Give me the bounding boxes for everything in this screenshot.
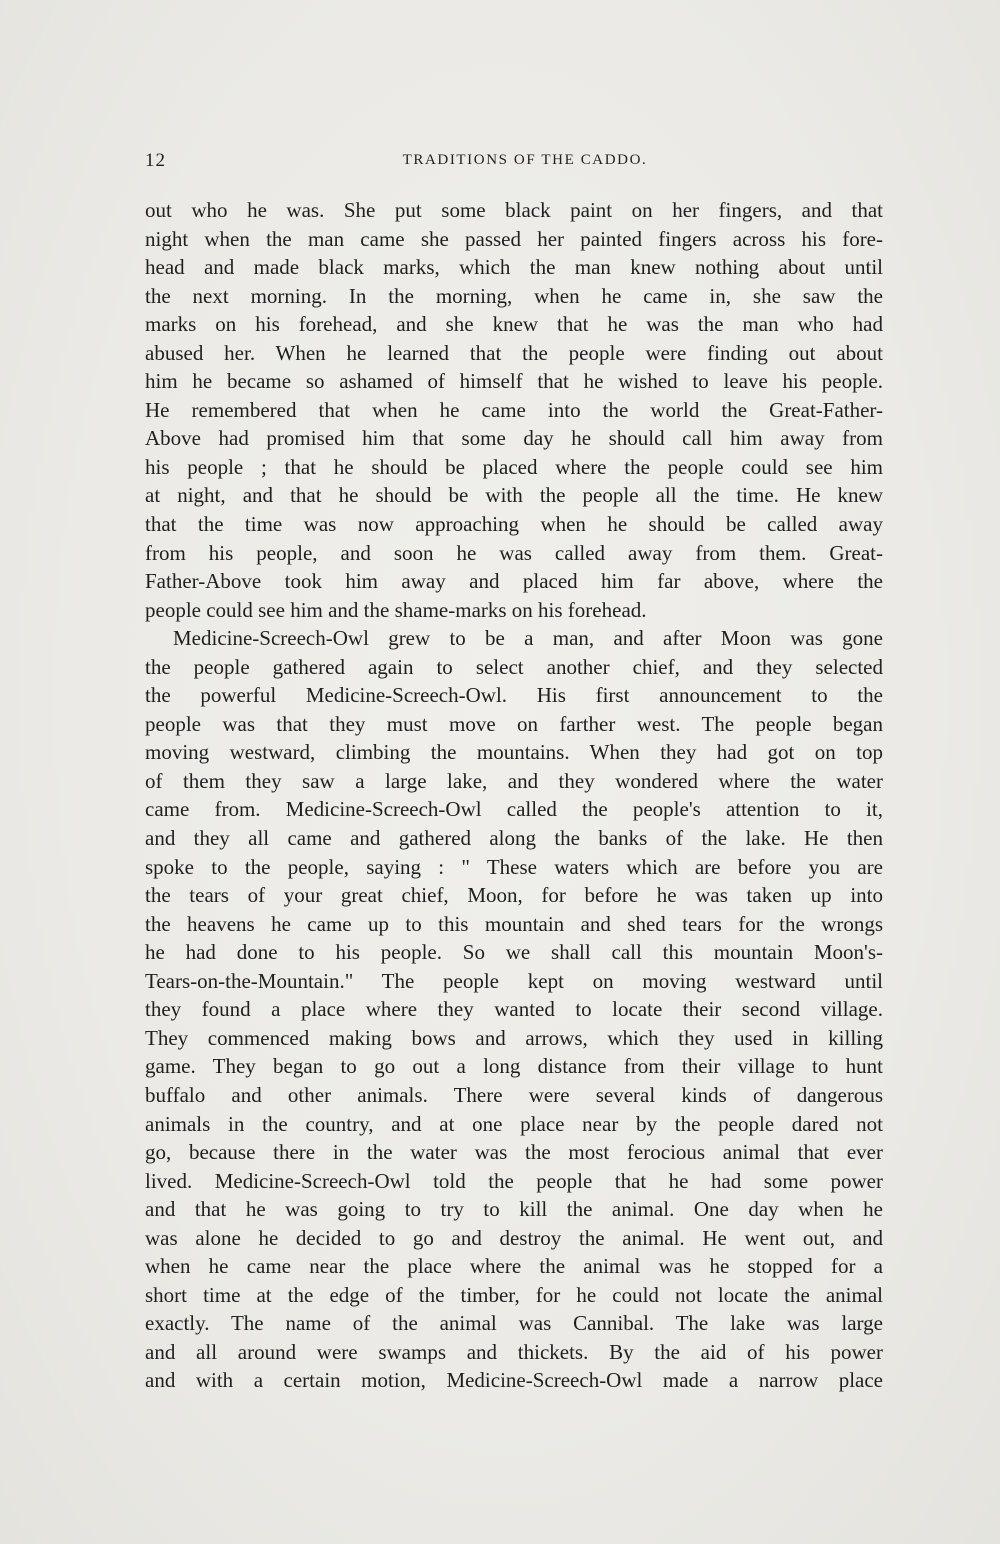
text-line: they found a place where they wanted to locate their second village. bbox=[145, 997, 883, 1022]
text-line: the powerful Medicine-Screech-Owl. His first announcement to the bbox=[145, 683, 883, 708]
text-line: from his people, and soon he was called away from them. Great- bbox=[145, 540, 883, 565]
running-title: TRADITIONS OF THE CADDO. bbox=[402, 152, 648, 168]
text-line: and that he was going to try to kill the animal. One day when he bbox=[145, 1197, 883, 1222]
text-line: was alone he decided to go and destroy the animal. He went out, and bbox=[145, 1225, 883, 1250]
text-line: spoke to the people, saying : " These waters which are before you are bbox=[145, 854, 883, 879]
text-line: short time at the edge of the timber, for he could not locate the animal bbox=[145, 1282, 883, 1307]
text-line: the people gathered again to select another chief, and they selected bbox=[145, 654, 883, 679]
text-line: Medicine-Screech-Owl grew to be a man, and after Moon was gone bbox=[173, 626, 883, 651]
text-line: him he became so ashamed of himself that he wished to leave his people. bbox=[145, 369, 883, 394]
text-line: head and made black marks, which the man knew nothing about until bbox=[145, 255, 883, 280]
text-line: go, because there in the water was the most ferocious animal that ever bbox=[145, 1140, 883, 1165]
text-line: and with a certain motion, Medicine-Screech-Owl made a narrow place bbox=[145, 1368, 883, 1393]
text-line: They commenced making bows and arrows, which they used in killing bbox=[145, 1025, 883, 1050]
body-text bbox=[145, 196, 883, 1395]
text-line: and all around were swamps and thickets. By the aid of his power bbox=[145, 1339, 883, 1364]
text-line: when he came near the place where the animal was he stopped for a bbox=[145, 1254, 883, 1279]
text-line: game. They began to go out a long distance from their village to hunt bbox=[145, 1054, 883, 1079]
text-line: he had done to his people. So we shall call this mountain Moon's- bbox=[145, 940, 883, 965]
text-line: night when the man came she passed her painted fingers across his fore- bbox=[145, 226, 883, 251]
text-line: moving westward, climbing the mountains. When they had got on top bbox=[145, 740, 883, 765]
text-line: He remembered that when he came into the world the Great-Father- bbox=[145, 397, 883, 422]
text-line: marks on his forehead, and she knew that he was the man who had bbox=[145, 312, 883, 337]
text-line: his people ; that he should be placed where the people could see him bbox=[145, 454, 883, 479]
text-line: the next morning. In the morning, when he came in, she saw the bbox=[145, 283, 883, 308]
text-line: exactly. The name of the animal was Cannibal. The lake was large bbox=[145, 1311, 883, 1336]
text-line: people could see him and the shame-marks on his forehead. bbox=[145, 597, 647, 622]
text-line: abused her. When he learned that the people were finding out about bbox=[145, 340, 883, 365]
running-head bbox=[145, 150, 885, 180]
page-number: 12 bbox=[145, 150, 166, 171]
text-line: Tears-on-the-Mountain." The people kept on moving westward until bbox=[145, 968, 883, 993]
text-line: lived. Medicine-Screech-Owl told the people that he had some power bbox=[145, 1168, 883, 1193]
text-line: that the time was now approaching when he should be called away bbox=[145, 512, 883, 537]
text-line: Above had promised him that some day he should call him away from bbox=[145, 426, 883, 451]
text-line: people was that they must move on farther west. The people began bbox=[145, 711, 883, 736]
text-line: of them they saw a large lake, and they wondered where the water bbox=[145, 768, 883, 793]
text-line: buffalo and other animals. There were several kinds of dangerous bbox=[145, 1082, 883, 1107]
text-line: and they all came and gathered along the banks of the lake. He then bbox=[145, 826, 883, 851]
text-line: the tears of your great chief, Moon, for before he was taken up into bbox=[145, 883, 883, 908]
text-line: at night, and that he should be with the people all the time. He knew bbox=[145, 483, 883, 508]
text-line: Father-Above took him away and placed him far above, where the bbox=[145, 569, 883, 594]
text-line: animals in the country, and at one place near by the people dared not bbox=[145, 1111, 883, 1136]
text-line: out who he was. She put some black paint on her fingers, and that bbox=[145, 198, 883, 222]
text-line: the heavens he came up to this mountain and shed tears for the wrongs bbox=[145, 911, 883, 936]
text-line: came from. Medicine-Screech-Owl called the people's attention to it, bbox=[145, 797, 883, 822]
